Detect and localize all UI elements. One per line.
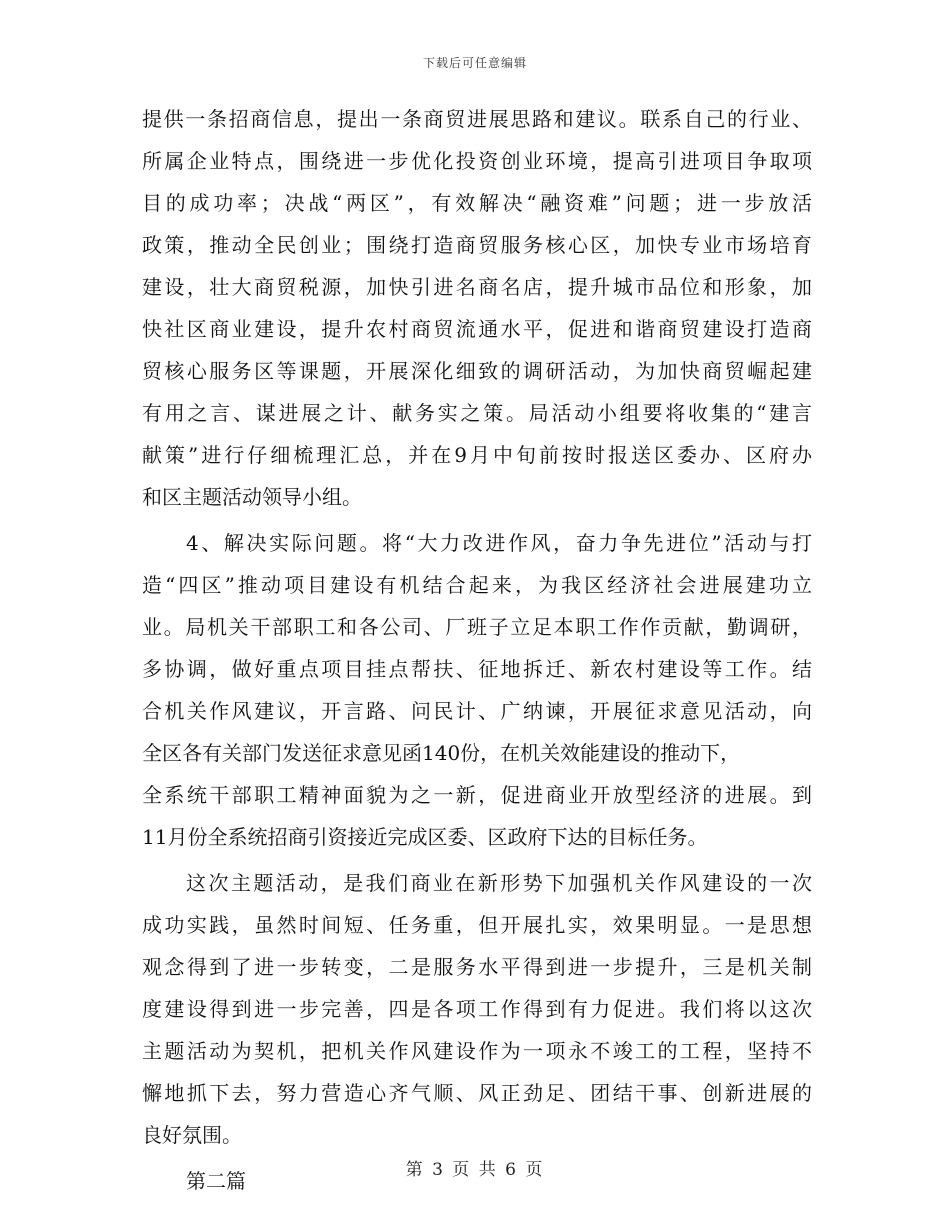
- text-line: 主题活动为契机，把机关作风建设作为一项永不竣工的工程，坚持不: [142, 1039, 812, 1063]
- text-line: 有用之言、谋进展之计、献务实之策。局活动小组要将收集的“建言: [142, 401, 812, 425]
- text-line: 11月份全系统招商引资接近完成区委、区政府下达的目标任务。: [142, 825, 708, 849]
- section-heading: 第二篇: [186, 1169, 246, 1193]
- text-line: 懈地抓下去，努力营造心齐气顺、风正劲足、团结干事、创新进展的: [142, 1081, 812, 1105]
- text-line: 良好氛围。: [142, 1123, 242, 1147]
- paragraph-2: [142, 522, 812, 858]
- text-line: 这次主题活动，是我们商业在新形势下加强机关作风建设的一次: [186, 871, 812, 895]
- text-line: 合机关作风建议，开言路、问民计、广纳谏，开展征求意见活动，向: [142, 699, 812, 723]
- page-footer: 第 3 页 共 6 页: [405, 1160, 545, 1180]
- text-line: 目的成功率；决战“两区”，有效解决“融资难”问题；进一步放活: [142, 191, 812, 215]
- page-header: 下载后可任意编辑: [422, 56, 527, 70]
- text-line: 业。局机关干部职工和各公司、厂班子立足本职工作作贡献，勤调研，: [142, 615, 812, 639]
- text-line: 快社区商业建设，提升农村商贸流通水平，促进和谐商贸建设打造商: [142, 317, 812, 341]
- text-line: 度建设得到进一步完善，四是各项工作得到有力促进。我们将以这次: [142, 997, 812, 1021]
- text-line: 和区主题活动领导小组。: [142, 485, 362, 509]
- paragraph-3: [142, 862, 812, 1156]
- text-line: 成功实践，虽然时间短、任务重，但开展扎实，效果明显。一是思想: [142, 913, 812, 937]
- text-line: 造“四区”推动项目建设有机结合起来，为我区经济社会进展建功立: [142, 573, 812, 597]
- paragraph-1: [142, 98, 812, 518]
- text-line: 全区各有关部门发送征求意见函140份，在机关效能建设的推动下，: [142, 741, 741, 765]
- text-line: 全系统干部职工精神面貌为之一新，促进商业开放型经济的进展。到: [142, 783, 812, 807]
- text-line: 观念得到了进一步转变，二是服务水平得到进一步提升，三是机关制: [142, 955, 812, 979]
- text-line: 4、解决实际问题。将“大力改进作风，奋力争先进位”活动与打: [186, 531, 812, 555]
- text-line: 所属企业特点，围绕进一步优化投资创业环境，提高引进项目争取项: [142, 149, 812, 173]
- document-body: [142, 98, 812, 1202]
- text-line: 贸核心服务区等课题，开展深化细致的调研活动，为加快商贸崛起建: [142, 359, 812, 383]
- text-line: 政策，推动全民创业；围绕打造商贸服务核心区，加快专业市场培育: [142, 233, 812, 257]
- text-line: 献策”进行仔细梳理汇总，并在9月中旬前按时报送区委办、区府办: [142, 443, 812, 467]
- text-line: 提供一条招商信息，提出一条商贸进展思路和建议。联系自己的行业、: [142, 107, 812, 131]
- text-line: 多协调，做好重点项目挂点帮扶、征地拆迁、新农村建设等工作。结: [142, 657, 812, 681]
- text-line: 建设，壮大商贸税源，加快引进名商名店，提升城市品位和形象，加: [142, 275, 812, 299]
